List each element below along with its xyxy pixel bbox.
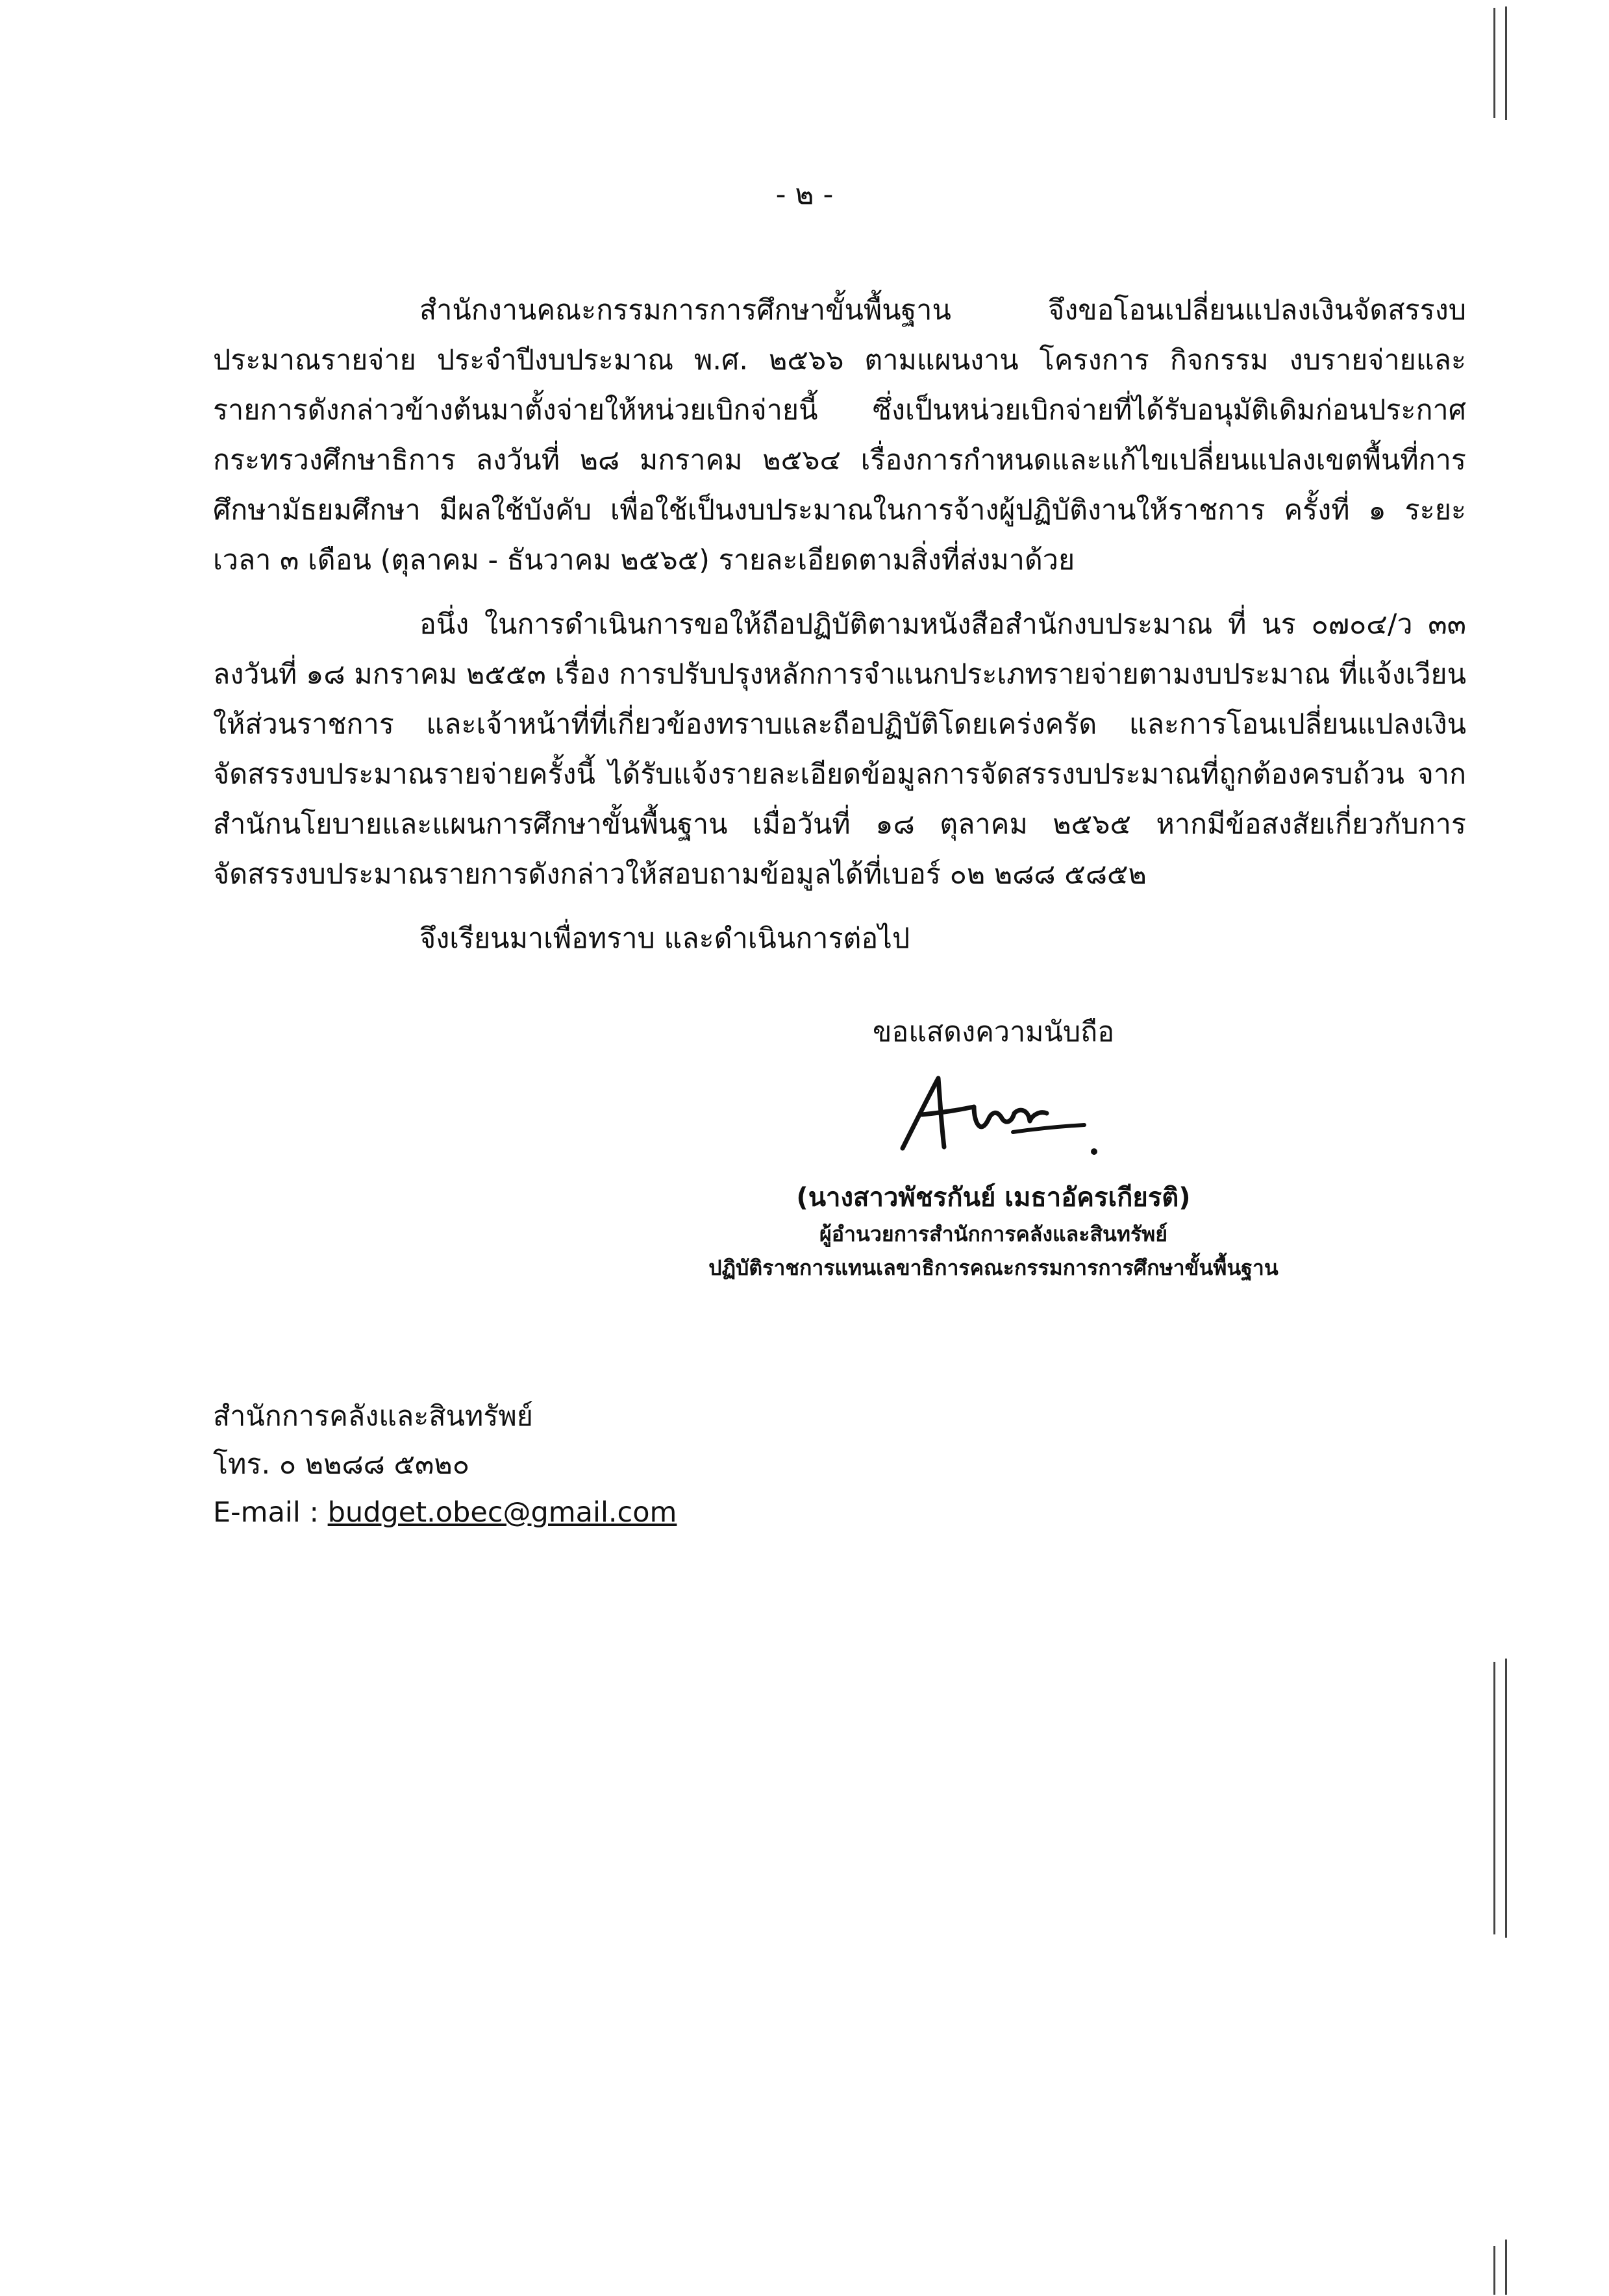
signer-acting-as: ปฏิบัติราชการแทนเลขาธิการคณะกรรมการการศึกษาขั้นพื้นฐาน	[708, 1255, 1278, 1280]
scan-edge-line	[1505, 6, 1507, 120]
body-paragraph: สำนักงานคณะกรรมการการศึกษาขั้นพื้นฐาน จึงขอโอนเปลี่ยนแปลงเงินจัดสรรงบประมาณรายจ่าย ประจำปีงบประมาณ พ.ศ. ๒๕๖๖ ตามแผนงาน โครงการ กิจกรรม งบรายจ่ายและรายการดังกล่าวข้างต้นมาตั้งจ่ายให้หน่วยเบิกจ่ายนี้ ซึ่งเป็นหน่วยเบิกจ่ายที่ได้รับอนุมัติเดิมก่อนประกาศกระทรวงศึกษาธิการ ลงวันที่ ๒๘ มกราคม ๒๕๖๔ เรื่องการกำหนดและแก้ไขเปลี่ยนแปลงเขตพื้นที่การศึกษามัธยมศึกษา มีผลใช้บังคับ เพื่อใช้เป็นงบประมาณในการจ้างผู้ปฏิบัติงานให้ราชการ ครั้งที่ ๑ ระยะเวลา ๓ เดือน (ตุลาคม - ธันวาคม ๒๕๖๕) รายละเอียดตามสิ่งที่ส่งมาด้วย	[213, 294, 1466, 576]
handwritten-signature	[877, 1064, 1110, 1161]
scan-edge-line	[1493, 1662, 1495, 1934]
phone-number: โทร. ๐ ๒๒๘๘ ๕๓๒๐	[213, 1448, 470, 1481]
body-paragraph: อนึ่ง ในการดำเนินการขอให้ถือปฏิบัติตามหนังสือสำนักงบประมาณ ที่ นร ๐๗๐๔/ว ๓๓ ลงวันที่ ๑๘ มกราคม ๒๕๕๓ เรื่อง การปรับปรุงหลักการจำแนกประเภทรายจ่ายตามงบประมาณ ที่แจ้งเวียนให้ส่วนราชการ และเจ้าหน้าที่ที่เกี่ยวข้องทราบและถือปฏิบัติโดยเคร่งครัด และการโอนเปลี่ยนแปลงเงินจัดสรรงบประมาณรายจ่ายครั้งนี้ ได้รับแจ้งรายละเอียดข้อมูลการจัดสรรงบประมาณที่ถูกต้องครบถ้วน จากสำนักนโยบายและแผนการศึกษาขั้นพื้นฐาน เมื่อวันที่ ๑๘ ตุลาคม ๒๕๖๕ หากมีข้อสงสัยเกี่ยวกับการจัดสรรงบประมาณรายการดังกล่าวให้สอบถามข้อมูลได้ที่เบอร์ ๐๒ ๒๘๘ ๕๘๕๒	[213, 608, 1466, 891]
scan-edge-line	[1505, 2240, 1507, 2295]
office-name: สำนักการคลังและสินทรัพย์	[213, 1400, 533, 1433]
signature-block	[571, 1009, 1416, 1285]
signer-position: ผู้อำนวยการสำนักการคลังและสินทรัพย์	[819, 1222, 1167, 1246]
contact-block	[213, 1392, 677, 1537]
signer-name: (นางสาวพัชรกันย์ เมธาอัครเกียรติ)	[796, 1183, 1191, 1213]
page-number: - ๒ -	[775, 178, 834, 211]
scan-edge-line	[1505, 1659, 1507, 1938]
email-link[interactable]: budget.obec@gmail.com	[327, 1496, 677, 1529]
email-label: E-mail :	[213, 1496, 328, 1529]
scan-edge-line	[1493, 8, 1495, 118]
letter-body	[213, 286, 1466, 964]
closing-line: จึงเรียนมาเพื่อทราบ และดำเนินการต่อไป	[419, 922, 910, 955]
email-line	[213, 1488, 677, 1537]
scan-edge-line	[1493, 2246, 1495, 2295]
sincerely-line: ขอแสดงความนับถือ	[872, 1016, 1115, 1048]
